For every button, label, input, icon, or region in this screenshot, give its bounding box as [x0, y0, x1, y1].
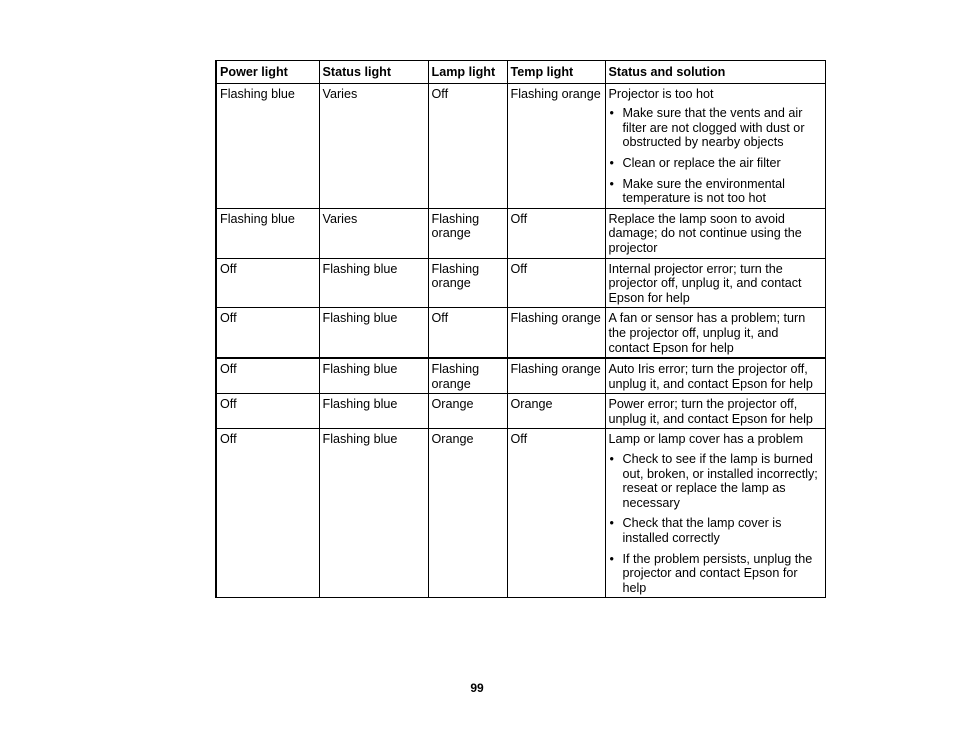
cell-status-and-solution	[605, 429, 825, 598]
cell-lamp-light: Off	[428, 308, 507, 358]
solution-text: Auto Iris error; turn the projector off, unplug it, and contact Epson for help	[608, 362, 813, 391]
bullet-icon: •	[609, 155, 614, 170]
cell-status-light: Flashing blue	[319, 429, 428, 598]
bullet-text: Check to see if the lamp is burned out, broken, or installed incorrectly; reseat or replace the lamp as necessary	[622, 452, 818, 510]
cell-status-light: Flashing blue	[319, 308, 428, 358]
cell-status-light: Flashing blue	[319, 258, 428, 308]
header-temp-light: Temp light	[507, 61, 605, 84]
solution-text: Internal projector error; turn the projector off, unplug it, and contact Epson for help	[608, 261, 802, 305]
page-number: 99	[470, 681, 484, 695]
status-light-table	[215, 60, 826, 598]
cell-power-light: Flashing blue	[216, 83, 319, 208]
table-row	[216, 83, 825, 208]
cell-power-light: Off	[216, 429, 319, 598]
table-header-row	[216, 61, 825, 84]
bullet-icon: •	[609, 176, 614, 191]
cell-power-light: Off	[216, 308, 319, 358]
cell-status-light: Varies	[319, 83, 428, 208]
cell-temp-light: Flashing orange	[507, 83, 605, 208]
table-row	[216, 258, 825, 308]
table-row	[216, 429, 825, 598]
solution-bullet-item	[609, 106, 822, 150]
solution-text: Lamp or lamp cover has a problem	[608, 432, 804, 447]
solution-bullet-item	[609, 516, 822, 545]
cell-power-light: Off	[216, 394, 319, 429]
cell-status-light: Flashing blue	[319, 358, 428, 394]
solution-bullet-item	[609, 156, 822, 171]
table-row	[216, 358, 825, 394]
bullet-icon: •	[609, 516, 614, 531]
cell-temp-light: Off	[507, 208, 605, 258]
cell-power-light: Flashing blue	[216, 208, 319, 258]
cell-lamp-light: Flashing orange	[428, 258, 507, 308]
cell-temp-light: Flashing orange	[507, 308, 605, 358]
bullet-icon: •	[609, 106, 614, 121]
cell-status-and-solution	[605, 308, 825, 358]
solution-bullet-list	[609, 452, 822, 595]
bullet-text: Make sure that the vents and air filter are not clogged with dust or obstructed by nearby objects	[622, 106, 805, 150]
solution-bullet-item	[609, 452, 822, 510]
cell-status-and-solution	[605, 208, 825, 258]
cell-lamp-light: Orange	[428, 394, 507, 429]
cell-lamp-light: Flashing orange	[428, 208, 507, 258]
cell-temp-light: Off	[507, 429, 605, 598]
table-row	[216, 394, 825, 429]
solution-bullet-item	[609, 552, 822, 596]
table-row	[216, 208, 825, 258]
solution-text: Replace the lamp soon to avoid damage; do not continue using the projector	[608, 211, 802, 255]
header-status-and-solution: Status and solution	[605, 61, 825, 84]
header-lamp-light: Lamp light	[428, 61, 507, 84]
table-row	[216, 308, 825, 358]
bullet-icon: •	[609, 452, 614, 467]
cell-temp-light: Flashing orange	[507, 358, 605, 394]
cell-lamp-light: Orange	[428, 429, 507, 598]
cell-power-light: Off	[216, 358, 319, 394]
solution-text: A fan or sensor has a problem; turn the projector off, unplug it, and contact Epson for help	[608, 311, 806, 355]
bullet-text: Clean or replace the air filter	[622, 155, 781, 170]
table-body	[216, 83, 825, 598]
cell-status-and-solution	[605, 258, 825, 308]
cell-status-and-solution	[605, 394, 825, 429]
cell-temp-light: Off	[507, 258, 605, 308]
solution-bullet-item	[609, 177, 822, 206]
cell-status-and-solution	[605, 358, 825, 394]
cell-status-and-solution	[605, 83, 825, 208]
cell-status-light: Flashing blue	[319, 394, 428, 429]
header-power-light: Power light	[216, 61, 319, 84]
solution-text: Projector is too hot	[608, 86, 714, 101]
bullet-text: If the problem persists, unplug the projector and contact Epson for help	[622, 551, 813, 595]
header-status-light: Status light	[319, 61, 428, 84]
cell-lamp-light: Flashing orange	[428, 358, 507, 394]
solution-text: Power error; turn the projector off, unplug it, and contact Epson for help	[608, 397, 813, 426]
cell-power-light: Off	[216, 258, 319, 308]
bullet-icon: •	[609, 551, 614, 566]
bullet-text: Check that the lamp cover is installed correctly	[622, 516, 782, 546]
solution-bullet-list	[609, 106, 822, 206]
bullet-text: Make sure the environmental temperature is not too hot	[622, 176, 785, 206]
cell-status-light: Varies	[319, 208, 428, 258]
cell-lamp-light: Off	[428, 83, 507, 208]
cell-temp-light: Orange	[507, 394, 605, 429]
